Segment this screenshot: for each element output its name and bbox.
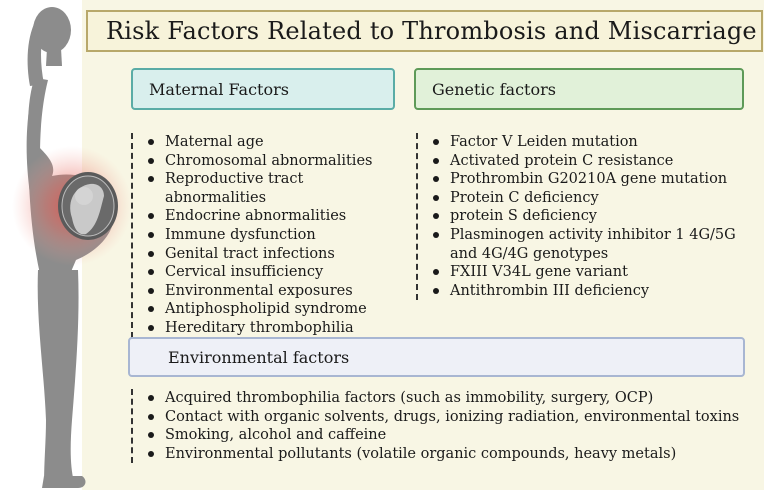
genetic-factor-item: Prothrombin G20210A gene mutation (430, 170, 765, 189)
maternal-factor-item: Cervical insufficiency (145, 263, 407, 282)
maternal-factors-header (131, 68, 395, 110)
genetic-factor-item: FXIII V34L gene variant (430, 263, 765, 282)
genetic-factor-item: Factor V Leiden mutation (430, 133, 765, 152)
genetic-factors-header (414, 68, 744, 110)
environmental-factor-item: Environmental pollutants (volatile organic compounds, heavy metals) (145, 445, 765, 464)
maternal-factor-item: Environmental exposures (145, 282, 407, 301)
genetic-factors-heading: Genetic factors (432, 79, 556, 99)
pregnant-woman-silhouette-icon (0, 0, 140, 492)
maternal-factors-list (131, 133, 407, 338)
environmental-factor-item: Smoking, alcohol and caffeine (145, 426, 765, 445)
maternal-factor-item: Endocrine abnormalities (145, 207, 407, 226)
genetic-factor-item: Antithrombin III deficiency (430, 282, 765, 301)
maternal-factor-item: Genital tract infections (145, 245, 407, 264)
genetic-factor-item: Plasminogen activity inhibitor 1 4G/5G and 4G/4G genotypes (430, 226, 765, 263)
maternal-factors-heading: Maternal Factors (149, 79, 289, 99)
maternal-factor-item: Reproductive tract abnormalities (145, 170, 407, 207)
environmental-factor-item: Acquired thrombophilia factors (such as immobility, surgery, OCP) (145, 389, 765, 408)
environmental-factor-item: Contact with organic solvents, drugs, ionizing radiation, environmental toxins (145, 408, 765, 427)
genetic-factors-list (416, 133, 765, 300)
fetus-icon (58, 172, 118, 240)
title-banner (86, 10, 763, 52)
environmental-factors-header (128, 337, 745, 377)
environmental-factors-list (131, 389, 765, 463)
genetic-factor-item: Protein C deficiency (430, 189, 765, 208)
maternal-factor-item: Maternal age (145, 133, 407, 152)
maternal-factor-item: Immune dysfunction (145, 226, 407, 245)
maternal-factor-item: Chromosomal abnormalities (145, 152, 407, 171)
maternal-factor-item: Antiphospholipid syndrome (145, 300, 407, 319)
environmental-factors-heading: Environmental factors (168, 347, 350, 367)
genetic-factor-item: Activated protein C resistance (430, 152, 765, 171)
genetic-factor-item: protein S deficiency (430, 207, 765, 226)
page-title: Risk Factors Related to Thrombosis and Miscarriage (106, 17, 757, 45)
maternal-factor-item: Hereditary thrombophilia (145, 319, 407, 338)
